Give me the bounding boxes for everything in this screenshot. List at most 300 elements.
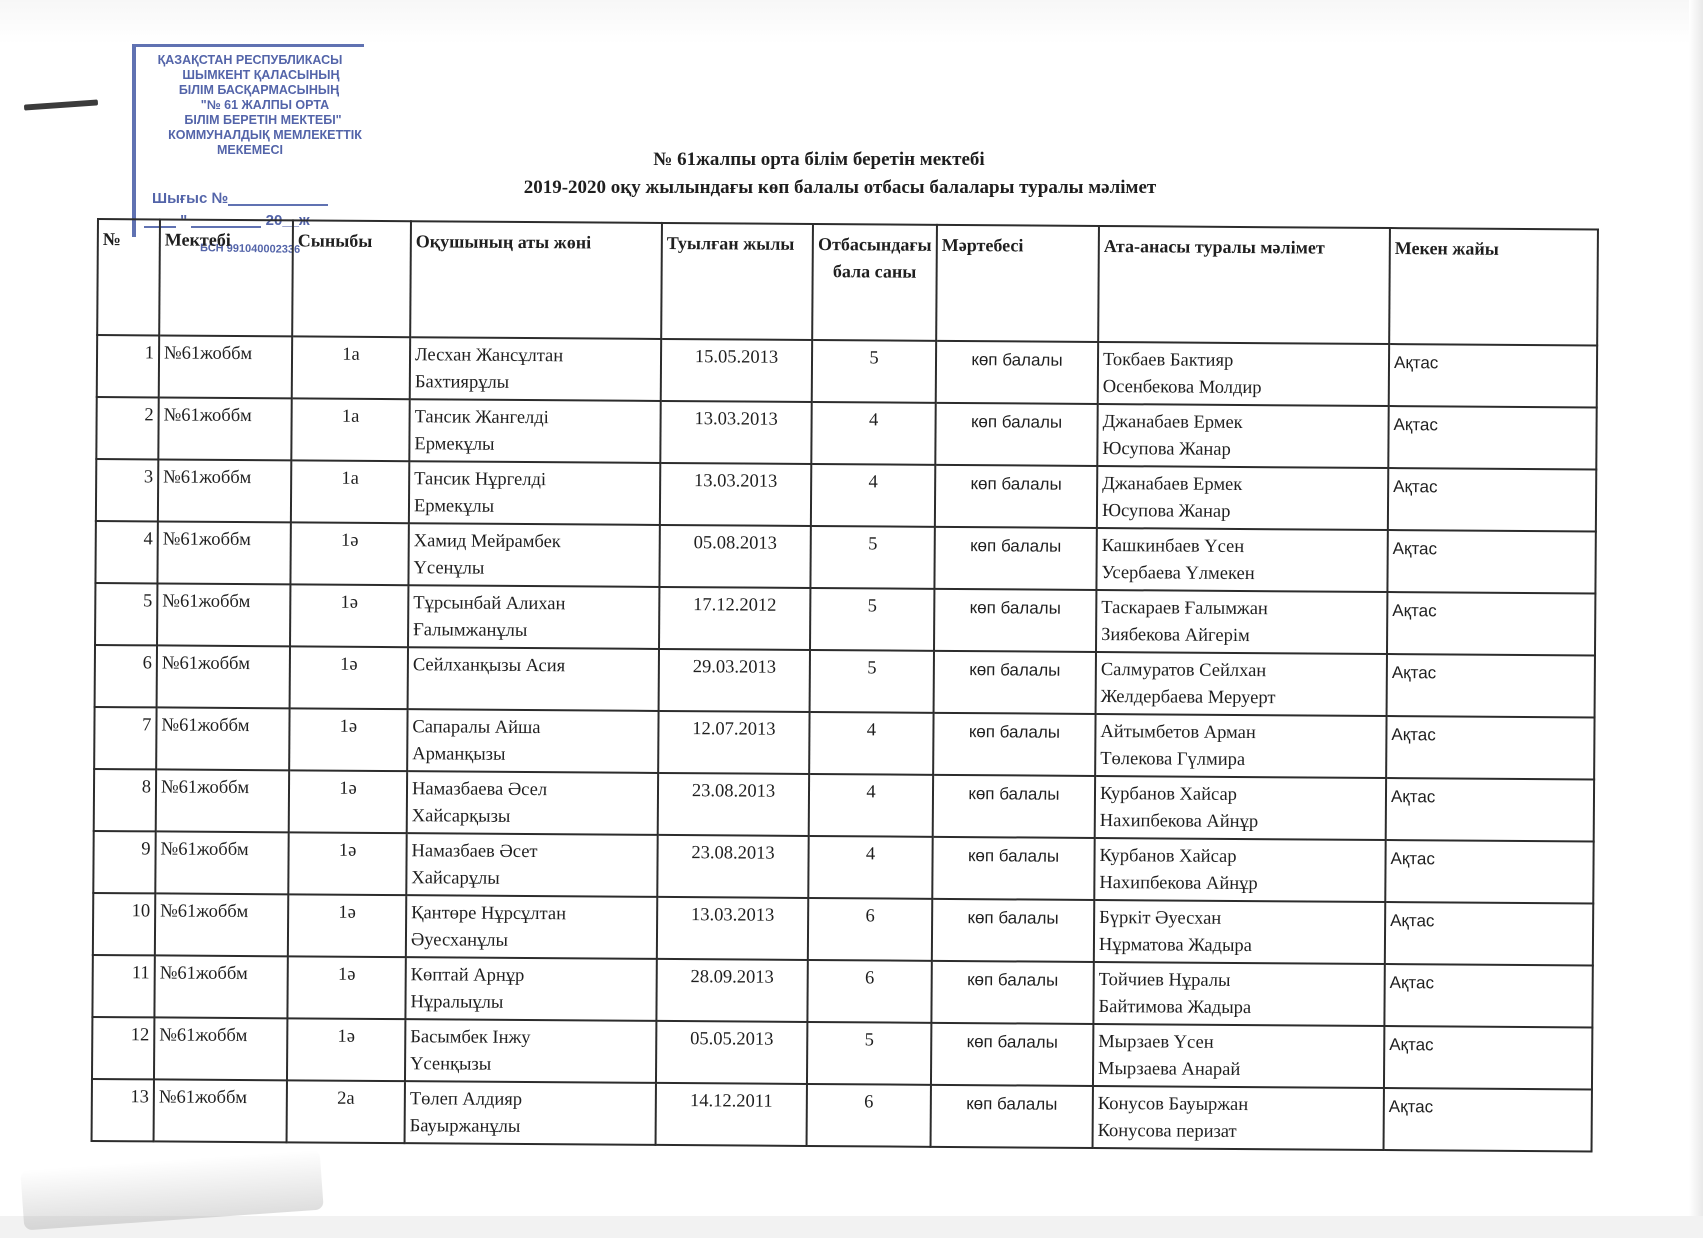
row-number-text: 2 (144, 405, 154, 426)
parents-cell (1095, 776, 1386, 840)
status-cell (931, 961, 1093, 1024)
parents-cell-text: Осенбекова Молдир (1102, 377, 1262, 399)
scan-edge-right (1689, 0, 1703, 1238)
status-cell-text: көп балалы (970, 412, 1063, 432)
parents-cell (1094, 900, 1385, 964)
stamp-line: КОММУНАЛДЫҚ МЕМЛЕКЕТТІК (168, 128, 362, 142)
birth-date-cell-text: 13.03.2013 (694, 409, 778, 430)
parents-cell-text: Нахипбекова Айнұр (1099, 873, 1258, 895)
row-number-text: 12 (130, 1025, 150, 1046)
student-name-cell-text: Үсенұлы (413, 558, 485, 579)
grade-cell-text: 1ә (338, 840, 357, 861)
header-parents: Ата-анасы туралы мәлімет (1098, 226, 1390, 344)
family-size-cell-text: 5 (864, 1030, 874, 1051)
grade-cell (290, 646, 408, 709)
family-size-cell (811, 402, 935, 465)
grade-cell (291, 460, 409, 523)
student-name-cell (407, 709, 658, 773)
grade-cell-text: 1ә (337, 964, 356, 985)
family-size-cell-text: 5 (868, 534, 878, 555)
parents-cell-text: Төлекова Гүлмира (1100, 749, 1246, 771)
school-cell-text: №61жоббм (158, 1087, 248, 1109)
family-size-cell (807, 1084, 931, 1147)
status-cell (934, 651, 1096, 714)
student-name-cell-text: Намазбаев Әсет (411, 841, 538, 863)
status-cell (935, 403, 1097, 466)
address-cell (1388, 468, 1596, 531)
grade-cell-text: 1а (341, 468, 359, 489)
scan-mark (24, 99, 98, 110)
grade-cell-text: 1а (341, 406, 360, 427)
row-number (94, 707, 156, 769)
school-cell (154, 1079, 287, 1142)
school-cell-text: №61жоббм (162, 529, 251, 551)
parents-cell-text: Зиябекова Айгерім (1101, 625, 1250, 647)
stamp-reg-rule (228, 204, 328, 206)
grade-cell-text: 1ә (337, 1026, 356, 1047)
student-name-cell-text: Сейлханқызы Асия (412, 655, 566, 677)
family-size-cell (807, 960, 931, 1023)
row-number (93, 831, 155, 893)
birth-date-cell-text: 17.12.2012 (693, 595, 777, 616)
grade-cell (288, 832, 406, 895)
stamp-bin: БСН 991040002336 (199, 242, 301, 256)
table-header-row (97, 219, 1598, 345)
row-number-text: 13 (130, 1087, 149, 1108)
student-name-cell-text: Көптай Арнұр (410, 965, 525, 987)
stamp-registration (152, 191, 328, 206)
student-name-cell (408, 647, 659, 711)
birth-date-cell-text: 12.07.2013 (692, 719, 776, 740)
row-number (92, 1017, 154, 1079)
school-cell-text: №61жоббм (163, 343, 253, 365)
student-name-cell-text: Төлеп Алдияр (409, 1089, 523, 1110)
student-name-cell-text: Қантөре Нұрсұлтан (411, 903, 567, 925)
parents-cell (1098, 342, 1389, 406)
header-grade: Сыныбы (292, 220, 411, 337)
school-cell (155, 831, 288, 894)
parents-cell-text: Курбанов Хайсар (1099, 784, 1238, 805)
family-size-cell-text: 4 (865, 844, 876, 865)
family-size-cell-text: 4 (866, 720, 877, 741)
school-cell-text: №61жоббм (162, 591, 251, 613)
student-name-cell-text: Арманқызы (412, 744, 506, 765)
student-name-cell-text: Ермекұлы (413, 496, 495, 517)
student-name-cell-text: Хамид Мейрамбек (413, 531, 561, 553)
address-cell-text: Ақтас (1393, 353, 1439, 373)
family-size-cell-text: 4 (868, 410, 879, 431)
row-number (95, 521, 157, 583)
stamp-line: "№ 61 ЖАЛПЫ ОРТА (200, 98, 330, 112)
student-name-cell-text: Бауыржанұлы (409, 1116, 521, 1137)
grade-cell (289, 770, 407, 833)
birth-date-cell (660, 401, 811, 464)
status-cell (931, 1085, 1093, 1148)
birth-date-cell (658, 711, 809, 774)
stamp-date-suffix: 20__ж (265, 212, 310, 229)
birth-date-cell-text: 13.03.2013 (693, 471, 778, 492)
table-row (92, 1079, 1592, 1151)
parents-cell-text: Кашкинбаев Үсен (1101, 536, 1245, 558)
stamp-line: БІЛІМ БЕРЕТІН МЕКТЕБІ" (184, 113, 342, 127)
header-address: Мекен жайы (1389, 228, 1598, 345)
header-name: Оқушының аты жөні (410, 221, 662, 339)
birth-date-cell (659, 649, 810, 712)
table-row (97, 335, 1597, 407)
student-name-cell-text: Хайсарқызы (411, 806, 511, 827)
birth-date-cell-text: 14.12.2011 (689, 1091, 773, 1112)
row-number (93, 893, 155, 955)
student-name-cell (407, 771, 658, 835)
grade-cell (288, 894, 406, 957)
student-name-cell (405, 1081, 656, 1145)
grade-cell (289, 708, 407, 771)
student-name-cell-text: Басымбек Інжу (410, 1027, 531, 1049)
row-number-text: 6 (142, 653, 152, 674)
school-cell (154, 1017, 287, 1080)
table-row (92, 1017, 1592, 1089)
status-cell-text: көп балалы (969, 598, 1061, 618)
school-cell (157, 521, 290, 584)
row-number-text: 8 (141, 777, 152, 798)
status-cell-text: көп балалы (968, 722, 1061, 742)
student-name-cell (405, 957, 656, 1021)
school-cell (158, 459, 291, 522)
header-family-size: Отбасындағы бала саны (812, 224, 937, 341)
table-row (96, 397, 1596, 469)
address-cell (1389, 344, 1597, 407)
status-cell-text: көп балалы (966, 1032, 1058, 1052)
status-cell (933, 713, 1095, 776)
address-cell-text: Ақтас (1391, 725, 1436, 745)
family-size-cell (808, 898, 932, 961)
birth-date-cell-text: 28.09.2013 (690, 967, 774, 988)
birth-date-cell (657, 897, 808, 960)
school-cell-text: №61жоббм (160, 901, 249, 923)
student-name-cell-text: Хайсарұлы (411, 868, 500, 889)
table-row (95, 521, 1595, 593)
row-number-text: 3 (143, 467, 154, 488)
school-cell (154, 955, 287, 1018)
student-name-cell (406, 895, 657, 959)
student-name-cell (405, 1019, 656, 1083)
address-cell-text: Ақтас (1390, 787, 1436, 807)
table-row (95, 645, 1595, 717)
status-cell (931, 1023, 1093, 1086)
address-cell-text: Ақтас (1388, 1097, 1434, 1117)
table-row (96, 459, 1596, 531)
parents-cell-text: Джанабаев Ермек (1102, 474, 1243, 496)
stamp-line: ШЫМКЕНТ ҚАЛАСЫНЫҢ (182, 68, 340, 82)
birth-date-cell (661, 339, 812, 402)
header-num: № (97, 219, 160, 335)
table-row (95, 583, 1595, 655)
parents-cell-text: Юсупова Жанар (1101, 501, 1231, 522)
student-name-cell-text: Ермекұлы (414, 434, 495, 455)
parents-cell (1096, 590, 1387, 654)
parents-cell (1093, 1024, 1384, 1088)
birth-date-cell (659, 525, 810, 588)
address-cell (1384, 1088, 1592, 1151)
student-name-cell (408, 523, 659, 587)
grade-cell (287, 956, 405, 1019)
grade-cell-text: 1ә (340, 654, 358, 675)
stamp-date-mark: " (180, 212, 188, 229)
address-cell (1385, 902, 1593, 965)
status-cell-text: көп балалы (968, 784, 1060, 804)
student-name-cell-text: Тансик Жангелді (414, 407, 549, 429)
school-cell (155, 893, 288, 956)
table-body (92, 335, 1598, 1151)
birth-date-cell-text: 29.03.2013 (692, 657, 777, 678)
birth-date-cell (656, 959, 807, 1022)
status-cell (934, 589, 1096, 652)
parents-cell-text: Конусов Бауыржан (1097, 1094, 1249, 1116)
parents-cell-text: Бүркіт Әуесхан (1099, 908, 1222, 929)
status-cell (932, 837, 1094, 900)
family-size-cell-text: 5 (869, 348, 879, 369)
address-cell-text: Ақтас (1393, 415, 1438, 435)
grade-cell (292, 336, 410, 399)
status-cell-text: көп балалы (969, 660, 1061, 680)
header-school: Мектебі (159, 219, 293, 336)
grade-cell-text: 2а (337, 1088, 355, 1109)
student-name-cell-text: Нұралыұлы (410, 992, 504, 1013)
school-cell-text: №61жоббм (159, 1025, 248, 1047)
family-size-cell-text: 6 (865, 906, 875, 927)
family-size-cell (809, 774, 933, 837)
row-number (95, 645, 157, 707)
status-cell-text: көп балалы (967, 846, 1060, 866)
row-number (97, 335, 159, 397)
student-name-cell-text: Тансик Нұргелді (414, 469, 547, 491)
birth-date-cell-text: 05.05.2013 (690, 1029, 774, 1050)
address-cell-text: Ақтас (1393, 477, 1438, 497)
scan-edge-bottom (0, 1216, 1703, 1238)
parents-cell-text: Салмуратов Сейлхан (1100, 660, 1267, 682)
parents-cell (1095, 714, 1386, 778)
address-cell-text: Ақтас (1391, 663, 1437, 683)
address-cell (1388, 406, 1596, 469)
parents-cell-text: Усербаева Үлмекен (1101, 563, 1255, 585)
address-cell (1384, 1026, 1592, 1089)
family-size-cell-text: 4 (868, 472, 878, 493)
parents-cell-text: Желдербаева Меруерт (1100, 687, 1276, 709)
status-cell-text: көп балалы (967, 970, 1059, 990)
birth-date-cell-text: 23.08.2013 (691, 781, 776, 802)
student-name-cell-text: Үсенқызы (410, 1054, 492, 1075)
row-number (95, 583, 157, 645)
status-cell (932, 899, 1094, 962)
student-name-cell-text: Намазбаева Әсел (411, 779, 548, 801)
parents-cell-text: Тойчиев Нұралы (1098, 970, 1231, 991)
grade-cell (291, 398, 409, 461)
address-cell (1385, 840, 1593, 903)
parents-cell (1097, 466, 1388, 530)
school-cell (156, 769, 289, 832)
row-number (96, 397, 158, 459)
family-size-cell (809, 712, 933, 775)
student-name-cell (406, 833, 657, 897)
address-cell (1387, 592, 1595, 655)
address-cell-text: Ақтас (1390, 911, 1435, 931)
address-cell (1384, 964, 1592, 1027)
parents-cell (1096, 652, 1387, 716)
row-number-text: 5 (143, 591, 153, 612)
stamp-line: ҚАЗАҚСТАН РЕСПУБЛИКАСЫ (157, 53, 343, 67)
school-cell-text: №61жоббм (163, 405, 252, 427)
address-cell (1387, 530, 1595, 593)
birth-date-cell-text: 15.05.2013 (694, 347, 779, 368)
parents-cell-text: Курбанов Хайсар (1099, 846, 1237, 867)
address-cell (1386, 778, 1594, 841)
school-cell-text: №61жоббм (163, 467, 252, 489)
student-name-cell (409, 399, 660, 463)
grade-cell-text: 1а (342, 344, 360, 365)
grade-cell (290, 522, 408, 585)
document-title (380, 146, 1300, 202)
header-status: Мәртебесі (936, 225, 1099, 342)
school-cell-text: №61жоббм (159, 963, 248, 985)
row-number-text: 11 (131, 963, 150, 984)
parents-cell-text: Конусова перизат (1097, 1121, 1237, 1142)
parents-cell-text: Нұрматова Жадыра (1098, 935, 1252, 957)
title-line-2: 2019-2020 оқу жылындағы көп балалы отбасы балалары туралы мәлімет (523, 177, 1157, 198)
address-cell-text: Ақтас (1392, 601, 1437, 621)
header-dob: Туылған жылы (661, 223, 813, 340)
parents-cell-text: Айтымбетов Арман (1100, 722, 1256, 744)
row-number (94, 769, 156, 831)
student-name-cell-text: Сапаралы Айша (412, 717, 541, 739)
row-number-text: 9 (141, 839, 151, 860)
grade-cell (287, 1080, 405, 1143)
address-cell-text: Ақтас (1390, 849, 1435, 869)
status-cell (935, 465, 1097, 528)
grade-cell-text: 1ә (339, 716, 358, 737)
parents-cell-text: Джанабаев Ермек (1102, 412, 1243, 434)
row-number-text: 7 (142, 715, 152, 736)
address-cell-text: Ақтас (1392, 539, 1438, 559)
students-table (91, 218, 1599, 1152)
student-name-cell (408, 585, 659, 649)
table-row (93, 831, 1593, 903)
address-cell-text: Ақтас (1389, 973, 1435, 993)
student-name-cell-text: Лесхан Жансұлтан (414, 345, 564, 367)
grade-cell-text: 1ә (340, 592, 359, 613)
birth-date-cell (657, 835, 808, 898)
parents-cell (1094, 838, 1385, 902)
row-number-text: 10 (131, 901, 151, 922)
table-row (94, 769, 1594, 841)
table-row (92, 955, 1592, 1027)
address-cell (1387, 654, 1595, 717)
parents-cell-text: Таскараев Ғалымжан (1101, 598, 1268, 620)
row-number (92, 1079, 154, 1141)
title-line-1: № 61жалпы орта білім беретін мектебі (653, 149, 985, 170)
scan-edge-top (0, 0, 1703, 44)
student-name-cell (410, 337, 661, 401)
parents-cell-text: Нахипбекова Айнұр (1099, 811, 1259, 833)
grade-cell-text: 1ә (340, 530, 359, 551)
birth-date-cell (660, 463, 811, 526)
family-size-cell (812, 340, 936, 403)
table-row (93, 893, 1593, 965)
school-cell (159, 335, 292, 398)
school-cell (157, 645, 290, 708)
family-size-cell-text: 5 (867, 596, 878, 617)
status-cell-text: көп балалы (970, 474, 1062, 494)
student-name-cell (409, 461, 660, 525)
family-size-cell (811, 464, 935, 527)
student-name-cell-text: Тұрсынбай Алихан (413, 593, 566, 615)
parents-cell (1093, 962, 1384, 1026)
school-cell-text: №61жоббм (160, 839, 249, 861)
family-size-cell (810, 650, 934, 713)
student-name-cell-text: Ғалымжанұлы (413, 620, 528, 642)
status-cell-text: көп балалы (966, 1094, 1058, 1114)
table-row (94, 707, 1594, 779)
parents-cell (1096, 528, 1387, 592)
student-name-cell-text: Әуесханұлы (410, 930, 509, 951)
status-cell (934, 527, 1096, 590)
birth-date-cell-text: 23.08.2013 (691, 843, 775, 864)
family-size-cell-text: 4 (866, 782, 876, 803)
row-number (92, 955, 154, 1017)
birth-date-cell-text: 13.03.2013 (690, 905, 775, 926)
status-cell (933, 775, 1095, 838)
school-cell (158, 397, 291, 460)
parents-cell-text: Мырзаева Анарай (1098, 1059, 1241, 1081)
school-cell (157, 583, 290, 646)
birth-date-cell (656, 1083, 807, 1146)
address-cell (1386, 716, 1594, 779)
grade-cell (287, 1018, 405, 1081)
parents-cell (1097, 404, 1388, 468)
school-cell-text: №61жоббм (161, 715, 250, 737)
family-size-cell (807, 1022, 931, 1085)
birth-date-cell (658, 773, 809, 836)
birth-date-cell-text: 05.08.2013 (693, 533, 777, 554)
family-size-cell-text: 6 (864, 1092, 874, 1113)
status-cell (936, 341, 1098, 404)
row-number-text: 4 (143, 529, 153, 550)
parents-cell-text: Мырзаев Үсен (1098, 1032, 1214, 1053)
parents-cell-text: Байтимова Жадыра (1098, 997, 1252, 1019)
family-size-cell-text: 5 (867, 658, 877, 679)
school-cell-text: №61жоббм (160, 777, 250, 799)
stamp-lines (136, 47, 364, 158)
family-size-cell (808, 836, 932, 899)
stamp-line: МЕКЕМЕСІ (217, 143, 283, 157)
parents-cell-text: Токбаев Бактияр (1102, 350, 1234, 371)
parents-cell (1093, 1086, 1384, 1150)
school-cell (156, 707, 289, 770)
address-cell-text: Ақтас (1389, 1035, 1434, 1055)
status-cell-text: көп балалы (967, 908, 1059, 928)
birth-date-cell (659, 587, 810, 650)
row-number (96, 459, 158, 521)
row-number-text: 1 (144, 343, 155, 364)
status-cell-text: көп балалы (970, 536, 1062, 556)
grade-cell-text: 1ә (339, 778, 357, 799)
student-name-cell-text: Бахтиярұлы (414, 372, 510, 393)
family-size-cell (810, 588, 934, 651)
grade-cell (290, 584, 408, 647)
school-cell-text: №61жоббм (161, 653, 251, 675)
grade-cell-text: 1ә (338, 902, 356, 923)
family-size-cell (810, 526, 934, 589)
parents-cell-text: Юсупова Жанар (1102, 439, 1231, 460)
